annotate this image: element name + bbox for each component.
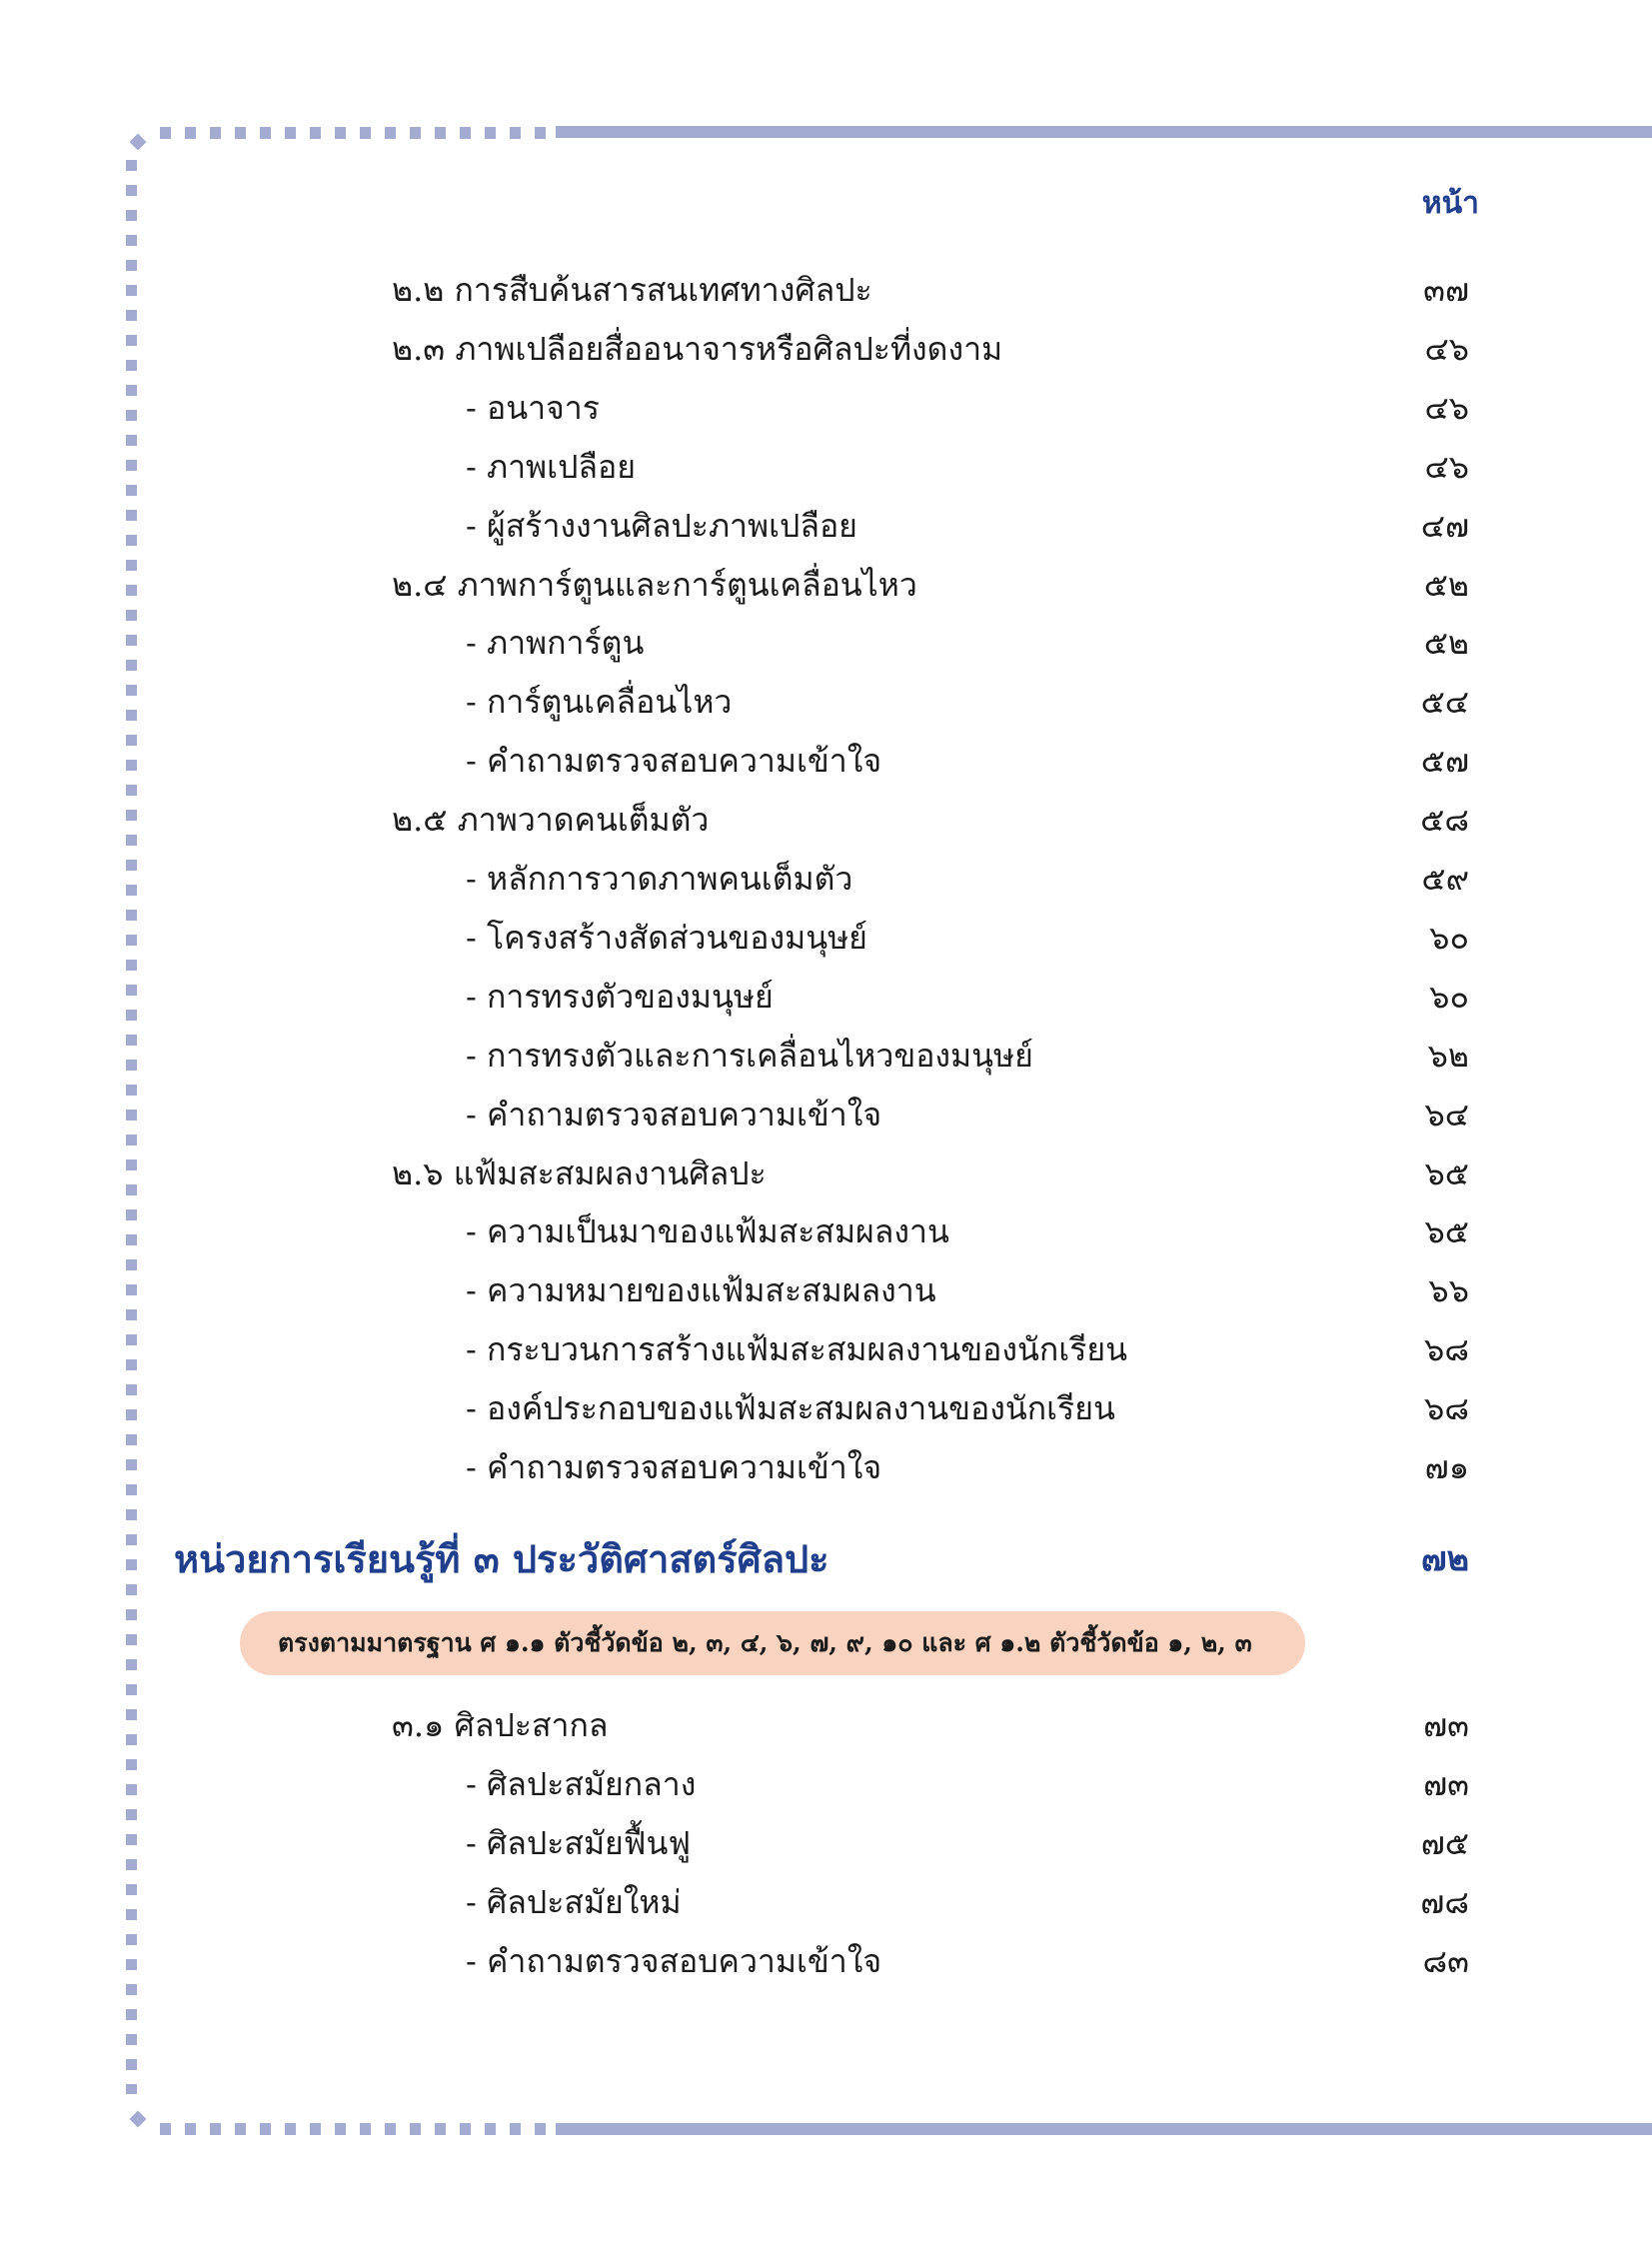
toc-entry-title: ๒.๖ แฟ้มสะสมผลงานศิลปะ xyxy=(392,1153,767,1192)
toc-subitem-row[interactable] xyxy=(0,732,1652,790)
toc-entry-page-number: ๗๓ xyxy=(1423,1764,1469,1803)
toc-subitem-row[interactable] xyxy=(0,1261,1652,1319)
toc-entry-title: - การทรงตัวและการเคลื่อนไหวของมนุษย์ xyxy=(466,1036,1033,1075)
toc-entry-page-number: ๘๓ xyxy=(1422,1941,1469,1980)
frame-top-dotted-border xyxy=(160,127,550,139)
toc-entry-page-number: ๔๖ xyxy=(1424,388,1469,427)
toc-entry-page-number: ๓๗ xyxy=(1423,271,1469,309)
toc-entry-title: ๒.๔ ภาพการ์ตูนและการ์ตูนเคลื่อนไหว xyxy=(392,565,917,604)
toc-subitem-row[interactable] xyxy=(0,1755,1652,1813)
toc-subitem-row[interactable] xyxy=(0,1814,1652,1872)
toc-entry-title: - ความเป็นมาของแฟ้มสะสมผลงาน xyxy=(466,1212,949,1251)
toc-entry-title: - หลักการวาดภาพคนเต็มตัว xyxy=(466,860,853,898)
toc-section-row[interactable] xyxy=(0,1696,1652,1754)
toc-section-row[interactable] xyxy=(0,1144,1652,1202)
unit-title: หน่วยการเรียนรู้ที่ ๓ ประวัติศาสตร์ศิลปะ xyxy=(174,1536,829,1581)
toc-entry-title: - องค์ประกอบของแฟ้มสะสมผลงานของนักเรียน xyxy=(466,1389,1115,1428)
toc-subitem-row[interactable] xyxy=(0,1086,1652,1143)
toc-entry-title: - ภาพเปลือย xyxy=(466,447,636,486)
toc-entry-page-number: ๖๔ xyxy=(1424,1095,1469,1134)
toc-entry-page-number: ๖๘ xyxy=(1424,1330,1469,1369)
toc-subitem-row[interactable] xyxy=(0,968,1652,1026)
toc-entry-page-number: ๕๒ xyxy=(1423,565,1469,604)
toc-subitem-row[interactable] xyxy=(0,614,1652,672)
toc-entry-page-number: ๖๕ xyxy=(1424,1212,1469,1251)
toc-entry-page-number: ๕๙ xyxy=(1421,860,1469,898)
unit-heading[interactable] xyxy=(0,1529,1652,1589)
toc-subitem-row[interactable] xyxy=(0,1320,1652,1378)
toc-subitem-row[interactable] xyxy=(0,1873,1652,1931)
toc-entry-title: ๒.๕ ภาพวาดคนเต็มตัว xyxy=(392,801,710,840)
toc-entry-title: - ศิลปะสมัยฟื้นฟู xyxy=(466,1823,691,1862)
toc-entry-title: - กระบวนการสร้างแฟ้มสะสมผลงานของนักเรียน xyxy=(466,1330,1127,1369)
toc-subitem-row[interactable] xyxy=(0,673,1652,731)
toc-section-row[interactable] xyxy=(0,556,1652,614)
toc-entry-title: - ความหมายของแฟ้มสะสมผลงาน xyxy=(466,1271,936,1310)
toc-subitem-row[interactable] xyxy=(0,497,1652,555)
toc-entry-title: - คำถามตรวจสอบความเข้าใจ xyxy=(466,1448,882,1486)
page-column-label: หน้า xyxy=(1421,186,1479,221)
toc-entry-page-number: ๖๖ xyxy=(1428,1271,1469,1310)
frame-top-solid-border xyxy=(556,126,1652,138)
toc-entry-page-number: ๕๒ xyxy=(1423,624,1469,663)
toc-subitem-row[interactable] xyxy=(0,1932,1652,1990)
toc-subitem-row[interactable] xyxy=(0,1202,1652,1260)
frame-bottom-dotted-border xyxy=(160,2123,550,2135)
toc-entry-page-number: ๕๘ xyxy=(1420,801,1469,840)
toc-entry-page-number: ๔๖ xyxy=(1424,447,1469,486)
toc-entry-title: - คำถามตรวจสอบความเข้าใจ xyxy=(466,742,882,781)
toc-entry-page-number: ๗๕ xyxy=(1420,1823,1469,1862)
toc-entry-title: - ผู้สร้างงานศิลปะภาพเปลือย xyxy=(466,506,857,545)
toc-entry-title: ๒.๓ ภาพเปลือยสื่ออนาจารหรือศิลปะที่งดงาม xyxy=(392,329,1003,368)
toc-subitem-row[interactable] xyxy=(0,379,1652,437)
toc-entry-page-number: ๔๗ xyxy=(1420,506,1469,545)
toc-entry-title: - ศิลปะสมัยกลาง xyxy=(466,1764,697,1803)
toc-entry-title: ๒.๒ การสืบค้นสารสนเทศทางศิลปะ xyxy=(392,271,872,309)
toc-entry-page-number: ๖๕ xyxy=(1424,1153,1469,1192)
standards-text: ตรงตามมาตรฐาน ศ ๑.๑ ตัวชี้วัดข้อ ๒, ๓, ๔, ๖, ๗, ๙, ๑๐ และ ศ ๑.๒ ตัวชี้วัดข้อ ๑, ๒, ๓ xyxy=(278,1628,1252,1657)
toc-entry-page-number: ๖๘ xyxy=(1424,1389,1469,1428)
unit-page-number: ๗๒ xyxy=(1421,1539,1469,1579)
standards-banner xyxy=(240,1611,1305,1675)
toc-subitem-row[interactable] xyxy=(0,1027,1652,1085)
toc-entry-title: - ภาพการ์ตูน xyxy=(466,624,645,663)
toc-entry-title: - โครงสร้างสัดส่วนของมนุษย์ xyxy=(466,918,867,957)
toc-entry-title: - การ์ตูนเคลื่อนไหว xyxy=(466,683,733,722)
toc-entry-page-number: ๖๒ xyxy=(1427,1036,1469,1075)
toc-subitem-row[interactable] xyxy=(0,1379,1652,1437)
frame-corner-diamond-icon xyxy=(130,2111,147,2128)
toc-entry-title: - คำถามตรวจสอบความเข้าใจ xyxy=(466,1941,882,1980)
toc-subitem-row[interactable] xyxy=(0,438,1652,496)
toc-entry-page-number: ๔๖ xyxy=(1424,329,1469,368)
toc-entry-title: - การทรงตัวของมนุษย์ xyxy=(466,977,774,1016)
toc-entry-title: - อนาจาร xyxy=(466,388,600,427)
toc-section-row[interactable] xyxy=(0,320,1652,378)
toc-subitem-row[interactable] xyxy=(0,909,1652,967)
toc-entry-title: - คำถามตรวจสอบความเข้าใจ xyxy=(466,1095,882,1134)
toc-entry-page-number: ๕๗ xyxy=(1420,742,1469,781)
toc-entry-title: ๓.๑ ศิลปะสากล xyxy=(392,1706,609,1744)
toc-entry-title: - ศิลปะสมัยใหม่ xyxy=(466,1882,682,1921)
toc-subitem-row[interactable] xyxy=(0,1438,1652,1496)
toc-entry-page-number: ๗๑ xyxy=(1424,1448,1469,1486)
toc-section-row[interactable] xyxy=(0,791,1652,849)
toc-entry-page-number: ๖๐ xyxy=(1429,918,1469,957)
toc-entry-page-number: ๗๘ xyxy=(1420,1882,1469,1921)
frame-corner-diamond-icon xyxy=(130,134,147,151)
toc-entry-page-number: ๗๓ xyxy=(1423,1706,1469,1744)
frame-bottom-solid-border xyxy=(556,2123,1652,2135)
toc-entry-page-number: ๖๐ xyxy=(1429,977,1469,1016)
toc-subitem-row[interactable] xyxy=(0,850,1652,908)
toc-entry-page-number: ๕๔ xyxy=(1420,683,1469,722)
toc-section-row[interactable] xyxy=(0,261,1652,319)
